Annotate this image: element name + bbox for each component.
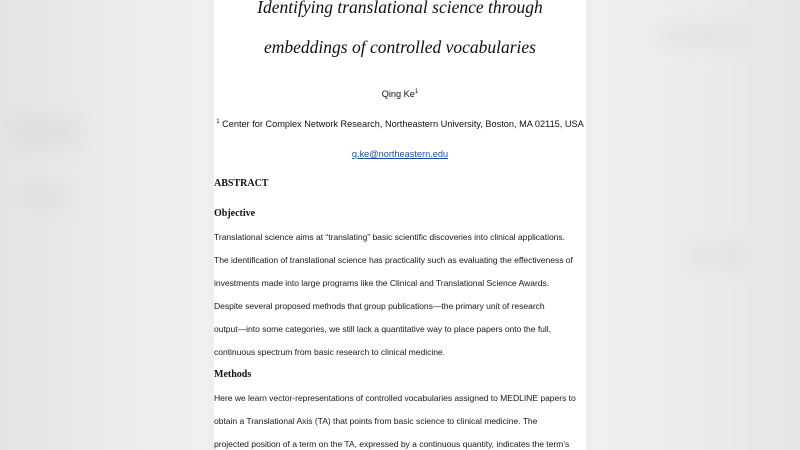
author-line [214,89,586,99]
background-blur [20,190,70,204]
objective-line: output—into some categories, we still lack a quantitative way to place papers onto the full, [214,324,551,334]
methods-line: obtain a Translational Axis (TA) that points from basic science to clinical medicine. The [214,416,538,426]
objective-line: Despite several proposed methods that group publications—the primary unit of research [214,301,545,311]
abstract-heading: ABSTRACT [214,178,269,189]
objective-line: continuous spectrum from basic research to clinical medicine. [214,347,445,357]
background-blur [690,250,750,262]
objective-heading: Objective [214,208,256,219]
email-line [214,149,586,159]
background-blur [660,30,750,42]
methods-heading: Methods [214,369,252,380]
author-name: Qing Ke [381,89,415,99]
affiliation-text: Center for Complex Network Research, Northeastern University, Boston, MA 02115, USA [222,119,584,129]
methods-line: projected position of a term on the TA, expressed by a continuous quantity, indicates the term’s [214,439,570,449]
background-blur [10,120,80,144]
affiliation-marker: 1 [216,118,220,125]
paper-title-line-2: embeddings of controlled vocabularies [263,37,536,57]
objective-line: Translational science aims at “translating” basic scientific discoveries into clinical applications. [214,232,565,242]
paper-page [214,0,586,450]
objective-line: The identification of translational science has practicality such as evaluating the effectiveness of [214,255,573,265]
author-email-link[interactable]: q.ke@northeastern.edu [351,149,449,159]
paper-title-line-1: Identifying translational science through [257,0,543,17]
affiliation-line [214,119,586,129]
author-affiliation-marker: 1 [414,88,419,95]
methods-line: Here we learn vector-representations of controlled vocabularies assigned to MEDLINE papers to [214,393,576,403]
objective-line: investments made into large programs like the Clinical and Translational Science Awards. [214,278,550,288]
